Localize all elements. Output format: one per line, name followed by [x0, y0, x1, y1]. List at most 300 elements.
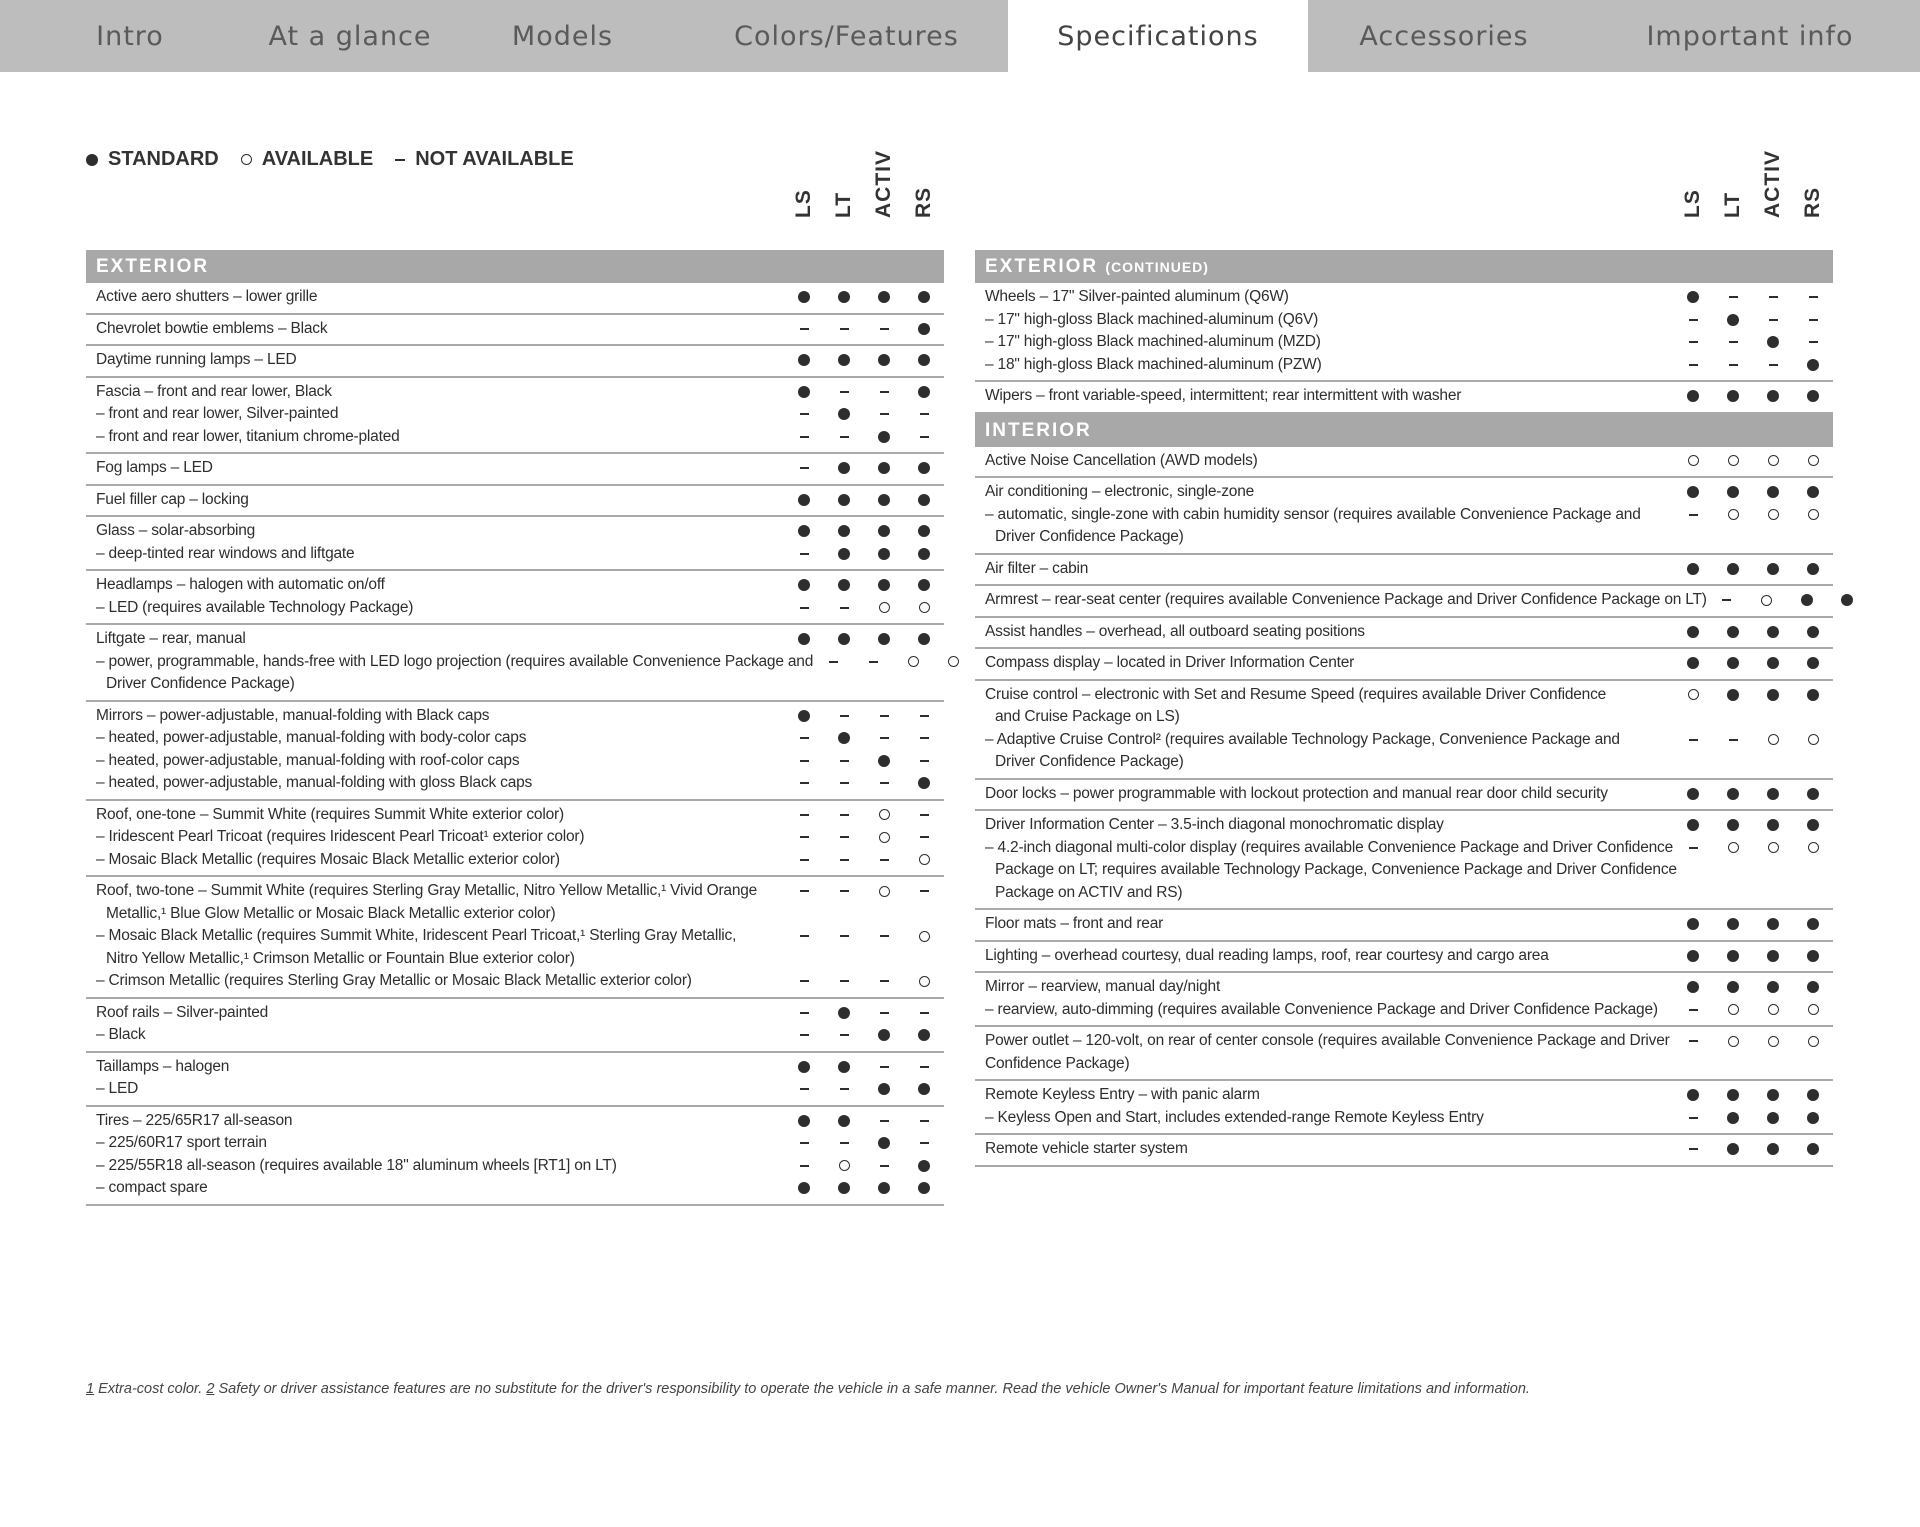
filled-circle-icon: [86, 154, 98, 166]
available-circle-icon: [1793, 450, 1833, 473]
feature-text: Driver Confidence Package): [106, 675, 295, 692]
availability-marks: [1673, 913, 1833, 936]
section-header: [975, 414, 1833, 447]
standard-dot-icon: [904, 489, 944, 512]
spec-line: [975, 729, 1833, 752]
available-circle-icon: [864, 597, 904, 620]
spec-line: [86, 1155, 944, 1178]
availability-marks: [784, 772, 944, 795]
section-header: [86, 250, 944, 283]
standard-dot-icon: [824, 403, 864, 426]
standard-dot-icon: [1793, 814, 1833, 837]
availability-marks: [784, 948, 944, 971]
standard-dot-icon: [784, 1177, 824, 1200]
spec-line: [86, 628, 944, 651]
spec-row: [975, 447, 1833, 479]
availability-marks: [784, 318, 944, 341]
standard-dot-icon: [1713, 976, 1753, 999]
feature-text: – Iridescent Pearl Tricoat (requires Iridescent Pearl Tricoat¹ exterior color): [96, 828, 585, 845]
legend-standard: [86, 148, 219, 171]
available-circle-icon: [893, 651, 933, 674]
spec-line: [86, 381, 944, 404]
feature-text: Power outlet – 120-volt, on rear of center console (requires available Convenience Package and Driver: [985, 1032, 1670, 1049]
standard-dot-icon: [1713, 558, 1753, 581]
trim-header-label: ACTIV: [872, 150, 895, 218]
spec-line: [975, 621, 1833, 644]
availability-marks: [1673, 751, 1833, 774]
availability-marks: [1673, 1138, 1833, 1161]
feature-text: Driver Information Center – 3.5-inch diagonal monochromatic display: [985, 816, 1444, 833]
standard-dot-icon: [824, 349, 864, 372]
spec-row: [975, 555, 1833, 587]
not-available-dash-icon: [1673, 1138, 1713, 1161]
availability-marks: [784, 1056, 944, 1079]
available-circle-icon: [1793, 837, 1833, 860]
feature-text: Fog lamps – LED: [96, 459, 213, 476]
spec-row: [975, 618, 1833, 650]
spec-line: [86, 925, 944, 948]
not-available-dash-icon: [784, 727, 824, 750]
not-available-dash-icon: [1713, 354, 1753, 377]
feature-text: Cruise control – electronic with Set and Resume Speed (requires available Driver Confidence: [985, 685, 1607, 703]
feature-text: Wipers – front variable-speed, intermittent; rear intermittent with washer: [985, 387, 1462, 404]
feature-text: Fascia – front and rear lower, Black: [96, 382, 332, 400]
standard-dot-icon: [1713, 309, 1753, 332]
feature-text: Taillamps – halogen: [96, 1057, 230, 1075]
spec-row: [86, 517, 944, 571]
feature-text: – Black: [96, 1026, 146, 1043]
section-title: INTERIOR: [985, 419, 1092, 441]
standard-dot-icon: [864, 628, 904, 651]
spec-row: [86, 801, 944, 878]
not-available-dash-icon: [784, 1024, 824, 1047]
not-available-dash-icon: [784, 925, 824, 948]
empty-cell: [1753, 751, 1793, 774]
spec-line: [86, 286, 944, 309]
empty-cell: [1753, 882, 1793, 905]
availability-marks: [784, 349, 944, 372]
spec-line: [86, 1024, 944, 1047]
tab-at-a-glance[interactable]: At a glance: [268, 20, 432, 52]
tab-important-info[interactable]: Important info: [1646, 20, 1854, 52]
availability-marks: [784, 381, 944, 404]
not-available-dash-icon: [904, 826, 944, 849]
standard-dot-icon: [904, 1024, 944, 1047]
empty-cell: [864, 948, 904, 971]
not-available-dash-icon: [904, 403, 944, 426]
available-circle-icon: [1713, 450, 1753, 473]
trim-header-label: LT: [832, 191, 855, 218]
not-available-dash-icon: [824, 750, 864, 773]
feature-text: – Adaptive Cruise Control² (requires available Technology Package, Convenience Package and: [985, 730, 1620, 748]
standard-dot-icon: [784, 1110, 824, 1133]
availability-marks: [1673, 999, 1833, 1022]
feature-text: – LED: [96, 1080, 139, 1097]
spec-line: [86, 826, 944, 849]
standard-dot-icon: [1713, 1107, 1753, 1130]
spec-row: [975, 973, 1833, 1027]
spec-line: [975, 751, 1833, 774]
trim-header-label: LS: [1681, 189, 1704, 218]
not-available-dash-icon: [824, 880, 864, 903]
tab-specifications[interactable]: Specifications: [1008, 0, 1308, 72]
feature-text: Package on LT; requires available Technology Package, Convenience Package and Driver Confidence: [995, 861, 1677, 878]
not-available-dash-icon: [1673, 309, 1713, 332]
empty-cell: [1673, 882, 1713, 905]
availability-marks: [784, 727, 944, 750]
availability-marks: [784, 426, 944, 449]
spec-row: [975, 942, 1833, 974]
standard-dot-icon: [1753, 385, 1793, 408]
availability-marks: [784, 543, 944, 566]
empty-cell: [824, 948, 864, 971]
empty-cell: [1673, 706, 1713, 729]
standard-dot-icon: [1673, 814, 1713, 837]
not-available-dash-icon: [824, 804, 864, 827]
spec-line: [86, 349, 944, 372]
available-circle-icon: [904, 925, 944, 948]
standard-dot-icon: [1673, 621, 1713, 644]
available-circle-icon: [1713, 504, 1753, 527]
feature-text: – front and rear lower, titanium chrome-plated: [96, 427, 400, 445]
standard-dot-icon: [864, 1078, 904, 1101]
empty-cell: [1793, 706, 1833, 729]
standard-dot-icon: [1753, 913, 1793, 936]
feature-text: – front and rear lower, Silver-painted: [96, 405, 339, 422]
standard-dot-icon: [824, 520, 864, 543]
spec-row: [975, 910, 1833, 942]
standard-dot-icon: [864, 520, 904, 543]
spec-row: [975, 649, 1833, 681]
spec-line: [975, 504, 1833, 527]
spec-line: [86, 705, 944, 728]
legend: [86, 148, 596, 171]
availability-marks: [784, 628, 944, 651]
not-available-dash-icon: [853, 651, 893, 674]
tab-models[interactable]: Models: [511, 20, 614, 52]
available-circle-icon: [1673, 684, 1713, 707]
availability-marks: [813, 651, 973, 674]
not-available-dash-icon: [1753, 354, 1793, 377]
spec-line: [86, 804, 944, 827]
empty-cell: [904, 903, 944, 926]
feature-text: Liftgate – rear, manual: [96, 630, 246, 647]
not-available-dash-icon: [824, 925, 864, 948]
standard-dot-icon: [1673, 1084, 1713, 1107]
feature-text: Tires – 225/65R17 all-season: [96, 1111, 293, 1129]
availability-marks: [1673, 309, 1833, 332]
availability-marks: [1673, 385, 1833, 408]
standard-dot-icon: [1753, 945, 1793, 968]
not-available-dash-icon: [904, 1002, 944, 1025]
standard-dot-icon: [1673, 976, 1713, 999]
available-circle-icon: [824, 1155, 864, 1178]
spec-line: [975, 331, 1833, 354]
feature-text: and Cruise Package on LS): [995, 708, 1180, 725]
not-available-dash-icon: [824, 705, 864, 728]
standard-dot-icon: [824, 286, 864, 309]
availability-marks: [1673, 504, 1833, 527]
standard-dot-icon: [1713, 814, 1753, 837]
standard-dot-icon: [1753, 976, 1793, 999]
feature-text: Roof, one-tone – Summit White (requires Summit White exterior color): [96, 805, 564, 823]
standard-dot-icon: [1673, 385, 1713, 408]
standard-dot-icon: [784, 520, 824, 543]
spec-row: [86, 625, 944, 702]
feature-text: – 17" high-gloss Black machined-aluminum (MZD): [985, 333, 1321, 350]
empty-cell: [824, 673, 864, 696]
spec-row: [86, 702, 944, 801]
standard-dot-icon: [1793, 481, 1833, 504]
available-circle-icon: [1793, 999, 1833, 1022]
standard-dot-icon: [864, 1024, 904, 1047]
feature-text: Assist handles – overhead, all outboard seating positions: [985, 622, 1365, 640]
spec-line: [975, 385, 1833, 408]
not-available-dash-icon: [864, 381, 904, 404]
feature-text: – 225/55R18 all-season (requires available 18" aluminum wheels [RT1] on LT): [96, 1156, 617, 1174]
feature-text: – heated, power-adjustable, manual-folding with body-color caps: [96, 729, 527, 746]
not-available-dash-icon: [864, 849, 904, 872]
standard-dot-icon: [864, 1132, 904, 1155]
not-available-dash-icon: [1673, 1107, 1713, 1130]
legend-available-label: AVAILABLE: [261, 148, 374, 170]
not-available-dash-icon: [904, 804, 944, 827]
feature-text: – 225/60R17 sport terrain: [96, 1134, 267, 1151]
spec-line: [86, 903, 944, 926]
spec-line: [975, 837, 1833, 860]
feature-text: Air filter – cabin: [985, 559, 1089, 577]
not-available-dash-icon: [784, 597, 824, 620]
spec-line: [975, 1107, 1833, 1130]
legend-available: [241, 148, 373, 171]
empty-cell: [864, 903, 904, 926]
spec-line: [975, 814, 1833, 837]
not-available-dash-icon: [824, 772, 864, 795]
available-circle-icon: [864, 826, 904, 849]
not-available-dash-icon: [904, 1132, 944, 1155]
footnote-1-text: Extra-cost color.: [94, 1381, 207, 1397]
trim-column-headers: [975, 150, 1833, 250]
footnote-1-marker: 1: [86, 1381, 95, 1397]
not-available-dash-icon: [864, 1002, 904, 1025]
not-available-dash-icon: [904, 1110, 944, 1133]
spec-row: [975, 1081, 1833, 1135]
available-circle-icon: [1753, 729, 1793, 752]
spec-line: [975, 354, 1833, 377]
not-available-dash-icon: [784, 826, 824, 849]
not-available-dash-icon: [784, 849, 824, 872]
availability-marks: [784, 1078, 944, 1101]
availability-marks: [1673, 621, 1833, 644]
feature-text: – 17" high-gloss Black machined-aluminum (Q6V): [985, 310, 1319, 328]
trim-header-ls: [791, 162, 817, 242]
standard-dot-icon: [1673, 481, 1713, 504]
available-circle-icon: [1753, 450, 1793, 473]
availability-marks: [1673, 1107, 1833, 1130]
standard-dot-icon: [784, 286, 824, 309]
spec-line: [975, 652, 1833, 675]
standard-dot-icon: [904, 543, 944, 566]
section-subtitle: (CONTINUED): [1105, 259, 1209, 275]
not-available-dash-icon: [824, 970, 864, 993]
empty-cell: [1713, 706, 1753, 729]
not-available-dash-icon: [824, 1132, 864, 1155]
feature-text: Compass display – located in Driver Information Center: [985, 654, 1355, 671]
feature-text: Glass – solar-absorbing: [96, 522, 256, 539]
not-available-dash-icon: [824, 1024, 864, 1047]
standard-dot-icon: [784, 349, 824, 372]
not-available-dash-icon: [1793, 331, 1833, 354]
spec-line: [86, 849, 944, 872]
feature-text: Wheels – 17" Silver-painted aluminum (Q6W): [985, 288, 1289, 305]
spec-line: [86, 489, 944, 512]
spec-row: [975, 681, 1833, 780]
legend-not-available-label: NOT AVAILABLE: [415, 148, 574, 170]
feature-text: Door locks – power programmable with lockout protection and manual rear door child security: [985, 784, 1608, 802]
not-available-dash-icon: [1713, 331, 1753, 354]
trim-header-activ: [871, 150, 897, 242]
standard-dot-icon: [864, 543, 904, 566]
feature-text: Floor mats – front and rear: [985, 915, 1164, 932]
tab-colors-features[interactable]: Colors/Features: [734, 20, 959, 52]
standard-dot-icon: [1793, 1138, 1833, 1161]
available-circle-icon: [1753, 1030, 1793, 1053]
available-circle-icon: [864, 804, 904, 827]
empty-cell: [1713, 526, 1753, 549]
spec-line: [975, 526, 1833, 549]
feature-text: – heated, power-adjustable, manual-folding with gloss Black caps: [96, 774, 533, 791]
not-available-dash-icon: [784, 772, 824, 795]
standard-dot-icon: [904, 520, 944, 543]
empty-cell: [1793, 751, 1833, 774]
not-available-dash-icon: [864, 1056, 904, 1079]
spec-line: [86, 318, 944, 341]
empty-cell: [1793, 526, 1833, 549]
spec-line: [975, 309, 1833, 332]
not-available-dash-icon: [904, 727, 944, 750]
standard-dot-icon: [1753, 783, 1793, 806]
standard-dot-icon: [1753, 481, 1793, 504]
spec-line: [86, 426, 944, 449]
standard-dot-icon: [1713, 783, 1753, 806]
not-available-dash-icon: [1713, 729, 1753, 752]
availability-marks: [1677, 859, 1837, 882]
standard-dot-icon: [1793, 652, 1833, 675]
open-circle-icon: [241, 154, 252, 165]
available-circle-icon: [904, 970, 944, 993]
feature-text: – rearview, auto-dimming (requires available Convenience Package and Driver Confidence Package): [985, 1000, 1658, 1018]
standard-dot-icon: [784, 489, 824, 512]
feature-text: Package on ACTIV and RS): [995, 883, 1183, 901]
standard-dot-icon: [864, 574, 904, 597]
empty-cell: [1797, 859, 1837, 882]
not-available-dash-icon: [824, 826, 864, 849]
spec-row: [975, 1135, 1833, 1167]
not-available-dash-icon: [904, 426, 944, 449]
feature-text: Driver Confidence Package): [995, 528, 1184, 545]
available-circle-icon: [1713, 999, 1753, 1022]
trim-header-label: RS: [912, 186, 935, 218]
standard-dot-icon: [1713, 385, 1753, 408]
availability-marks: [1673, 684, 1833, 707]
spec-line: [86, 880, 944, 903]
spec-line: [86, 457, 944, 480]
not-available-dash-icon: [824, 597, 864, 620]
standard-dot-icon: [1753, 652, 1793, 675]
standard-dot-icon: [824, 574, 864, 597]
spec-line: [975, 783, 1833, 806]
spec-line: [975, 913, 1833, 936]
section-title: EXTERIOR: [96, 256, 210, 277]
trim-header-label: ACTIV: [1761, 150, 1784, 218]
availability-marks: [1673, 354, 1833, 377]
not-available-dash-icon: [864, 318, 904, 341]
dash-icon: [395, 159, 405, 161]
standard-dot-icon: [864, 750, 904, 773]
feature-text: – heated, power-adjustable, manual-folding with roof-color caps: [96, 751, 520, 769]
available-circle-icon: [1673, 450, 1713, 473]
standard-dot-icon: [1713, 684, 1753, 707]
feature-text: Remote Keyless Entry – with panic alarm: [985, 1086, 1260, 1103]
standard-dot-icon: [864, 1177, 904, 1200]
not-available-dash-icon: [1673, 504, 1713, 527]
standard-dot-icon: [864, 489, 904, 512]
not-available-dash-icon: [784, 318, 824, 341]
availability-marks: [1673, 1084, 1833, 1107]
footnote: [86, 1381, 1530, 1397]
standard-dot-icon: [1673, 945, 1713, 968]
not-available-dash-icon: [1673, 999, 1713, 1022]
standard-dot-icon: [784, 574, 824, 597]
standard-dot-icon: [1793, 976, 1833, 999]
spec-line: [975, 1030, 1833, 1053]
standard-dot-icon: [1713, 913, 1753, 936]
spec-line: [975, 589, 1833, 612]
availability-marks: [1673, 729, 1833, 752]
available-circle-icon: [1753, 504, 1793, 527]
not-available-dash-icon: [784, 543, 824, 566]
tab-intro[interactable]: Intro: [96, 20, 164, 52]
spec-line: [975, 1138, 1833, 1161]
not-available-dash-icon: [1673, 729, 1713, 752]
availability-marks: [784, 750, 944, 773]
feature-text: – LED (requires available Technology Package): [96, 598, 414, 616]
spec-row: [86, 283, 944, 315]
not-available-dash-icon: [1793, 286, 1833, 309]
tab-accessories[interactable]: Accessories: [1359, 20, 1529, 52]
feature-text: Mirrors – power-adjustable, manual-folding with Black caps: [96, 706, 490, 724]
available-circle-icon: [1713, 1030, 1753, 1053]
availability-marks: [784, 804, 944, 827]
standard-dot-icon: [1793, 684, 1833, 707]
standard-dot-icon: [784, 628, 824, 651]
standard-dot-icon: [1793, 354, 1833, 377]
not-available-dash-icon: [1673, 837, 1713, 860]
availability-marks: [784, 574, 944, 597]
empty-cell: [1673, 526, 1713, 549]
spec-row: [86, 877, 944, 999]
feature-text: Nitro Yellow Metallic,¹ Crimson Metallic or Fountain Blue exterior color): [106, 949, 575, 967]
spec-line: [86, 651, 944, 674]
feature-text: – automatic, single-zone with cabin humidity sensor (requires available Convenience Package and: [985, 505, 1641, 523]
feature-text: Active Noise Cancellation (AWD models): [985, 451, 1258, 469]
standard-dot-icon: [1753, 621, 1793, 644]
standard-dot-icon: [1753, 684, 1793, 707]
empty-cell: [904, 948, 944, 971]
availability-marks: [784, 925, 944, 948]
availability-marks: [784, 1110, 944, 1133]
availability-marks: [1673, 837, 1833, 860]
